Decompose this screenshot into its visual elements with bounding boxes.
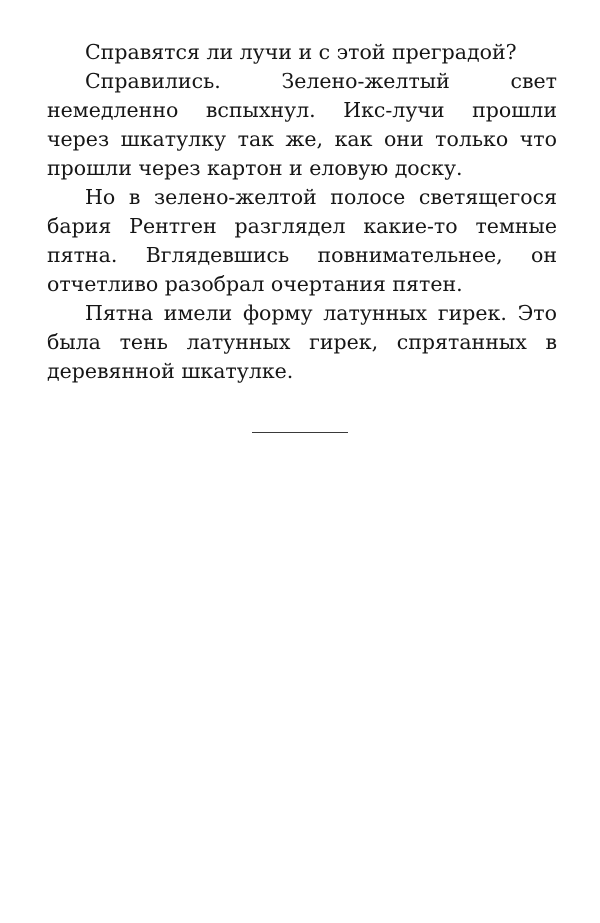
page-body — [47, 38, 557, 386]
section-divider — [252, 432, 348, 433]
paragraph-dark-spots: Но в зелено-желтой полосе светящегося бария Рентген разглядел какие-то темные пятна. Вглядевшись повнимательнее, он отчетливо разобрал очертания пятен. — [47, 185, 557, 296]
paragraph-brass-weights: Пятна имели форму латунных гирек. Это была тень латунных гирек, спрятанных в деревянной шкатулке. — [47, 301, 557, 383]
paragraph-question: Справятся ли лучи и с этой преградой? — [85, 40, 517, 64]
paragraph-rays-passed: Справились. Зелено-желтый свет немедленно вспыхнул. Икс-лучи прошли через шкатулку так же, как они только что прошли через картон и еловую доску. — [47, 69, 557, 180]
